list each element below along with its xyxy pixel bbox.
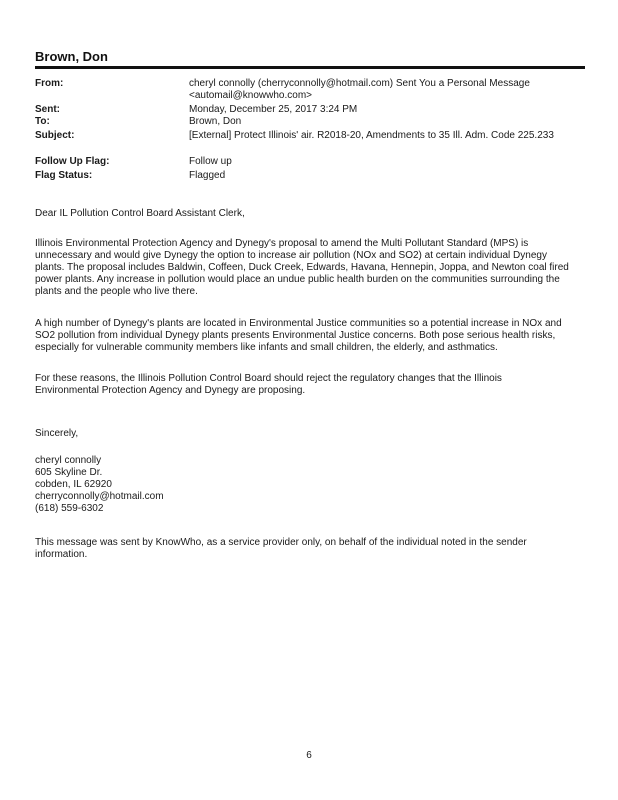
closing: Sincerely,	[35, 428, 79, 439]
from-label: From:	[35, 78, 64, 89]
sent-label: Sent:	[35, 104, 60, 115]
paragraph-line: Illinois Environmental Protection Agency and Dynegy's proposal to amend the Multi Pollutant Standard (MPS) is	[35, 238, 529, 249]
paragraph-line: plants and the people who live there.	[35, 286, 198, 297]
paragraph-2	[35, 318, 585, 354]
subject-value: [External] Protect Illinois' air. R2018-20, Amendments to 35 Ill. Adm. Code 225.233	[189, 130, 554, 141]
disclaimer-line: information.	[35, 549, 88, 560]
signature-city: cobden, IL 62920	[35, 479, 112, 490]
paragraph-line: Environmental Protection Agency and Dynegy are proposing.	[35, 385, 306, 396]
paragraph-line: plants. The proposal includes Baldwin, Coffeen, Duck Creek, Edwards, Havana, Hennepin, Joppa, and Newton coal fired	[35, 262, 569, 273]
paragraph-line: power plants. Any increase in pollution would place an undue public health burden on the communities surrounding the	[35, 274, 560, 285]
flag-status-label: Flag Status:	[35, 170, 93, 181]
signature-name: cheryl connolly	[35, 455, 102, 466]
signature-block	[35, 455, 585, 515]
signature-phone: (618) 559-6302	[35, 503, 104, 514]
greeting: Dear IL Pollution Control Board Assistant Clerk,	[35, 208, 245, 219]
paragraph-line: especially for vulnerable community members like infants and small children, the elderly, and asthmatics.	[35, 342, 498, 353]
follow-up-flag-row	[35, 156, 590, 168]
subject-row	[35, 130, 590, 142]
page-number: 6	[306, 750, 312, 761]
disclaimer	[35, 537, 585, 561]
paragraph-line: SO2 pollution from individual Dynegy plants presents Environmental Justice concerns. Both pose serious health risks,	[35, 330, 556, 341]
to-value: Brown, Don	[189, 116, 242, 127]
paragraph-line: For these reasons, the Illinois Pollution Control Board should reject the regulatory changes that the Illinois	[35, 373, 502, 384]
to-row	[35, 116, 590, 128]
paragraph-line: unnecessary and would give Dynegy the option to increase air pollution (NOx and SO2) at certain individual Dynegy	[35, 250, 547, 261]
subject-label: Subject:	[35, 130, 75, 141]
from-value-line2: <automail@knowwho.com>	[189, 90, 312, 101]
sent-row	[35, 104, 590, 116]
signature-email: cherryconnolly@hotmail.com	[35, 491, 164, 502]
sent-value: Monday, December 25, 2017 3:24 PM	[189, 104, 358, 115]
mailbox-owner-name: Brown, Don	[35, 49, 108, 64]
disclaimer-line: This message was sent by KnowWho, as a service provider only, on behalf of the individual noted in the sender	[35, 537, 527, 548]
paragraph-1	[35, 238, 585, 298]
follow-up-flag-value: Follow up	[189, 156, 232, 167]
from-value-line1: cheryl connolly (cherryconnolly@hotmail.com) Sent You a Personal Message	[189, 78, 530, 89]
flag-status-value: Flagged	[189, 170, 226, 181]
paragraph-line: A high number of Dynegy's plants are located in Environmental Justice communities so a potential increase in NOx and	[35, 318, 562, 329]
paragraph-3	[35, 373, 585, 397]
flag-status-row	[35, 170, 590, 182]
signature-street: 605 Skyline Dr.	[35, 467, 103, 478]
to-label: To:	[35, 116, 50, 127]
follow-up-flag-label: Follow Up Flag:	[35, 156, 110, 167]
header-divider	[35, 66, 585, 69]
from-row	[35, 78, 590, 104]
